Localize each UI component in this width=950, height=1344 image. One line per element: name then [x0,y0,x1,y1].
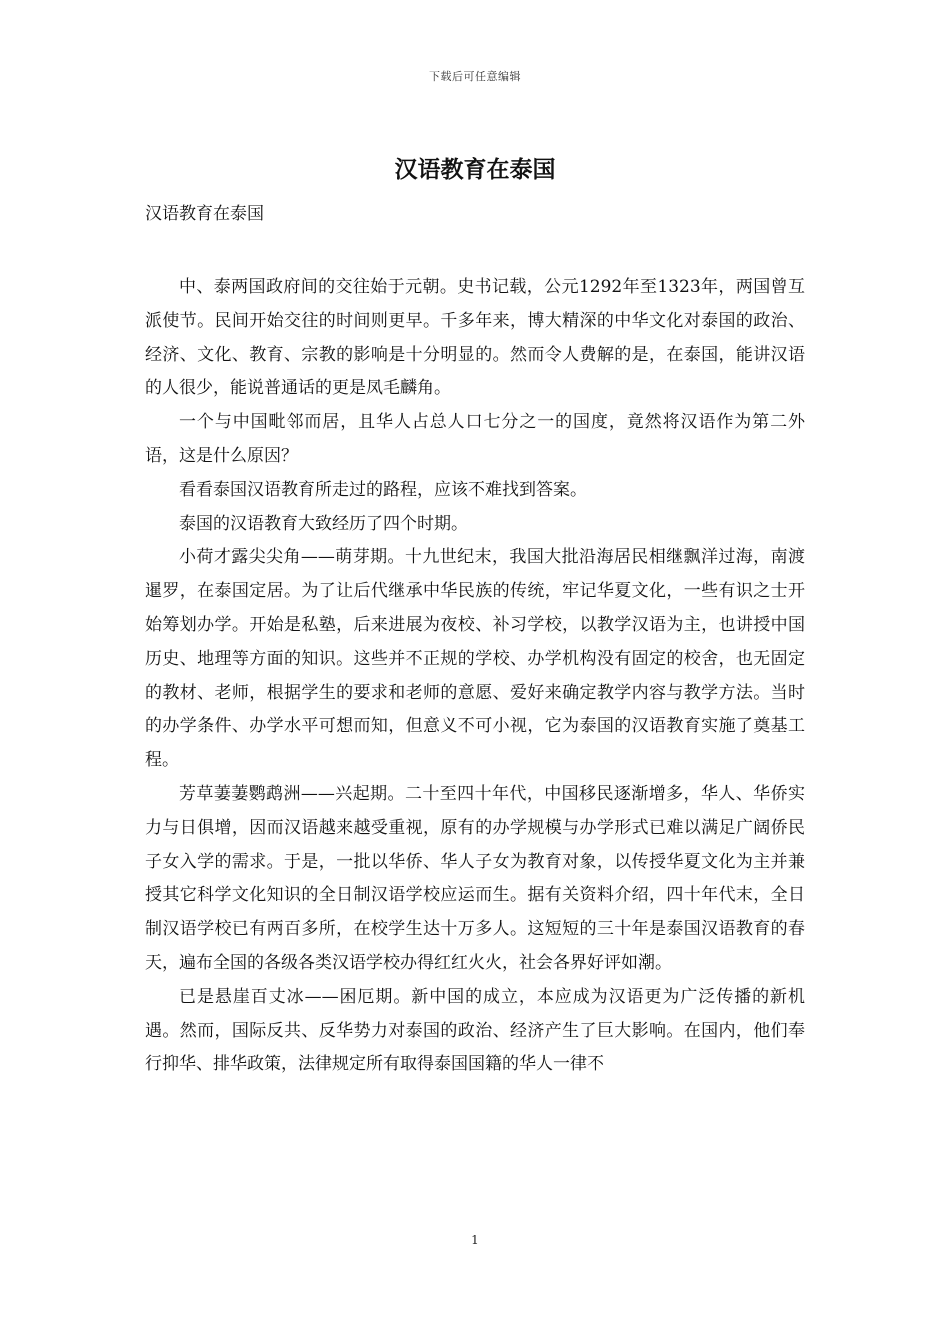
paragraph: 中、泰两国政府间的交往始于元朝。史书记载，公元1292年至1323年，两国曾互派使节。民间开始交往的时间则更早。千多年来，博大精深的中华文化对泰国的政治、经济、文化、教育、宗教的影响是十分明显的。然而令人费解的是，在泰国，能讲汉语的人很少，能说普通话的更是凤毛麟角。 [145,277,805,399]
body-text [145,271,805,1082]
paragraph: 一个与中国毗邻而居，且华人占总人口七分之一的国度，竟然将汉语作为第二外语，这是什么原因？ [145,412,805,466]
paragraph: 芳草萋萋鹦鹉洲——兴起期。二十至四十年代，中国移民逐渐增多，华人、华侨实力与日俱增，因而汉语越来越受重视，原有的办学规模与办学形式已难以满足广阔侨民子女入学的需求。于是，一批以华侨、华人子女为教育对象，以传授华夏文化为主并兼授其它科学文化知识的全日制汉语学校应运而生。据有关资料介绍，四十年代末，全日制汉语学校已有两百多所，在校学生达十万多人。这短短的三十年是泰国汉语教育的春天，遍布全国的各级各类汉语学校办得红红火火，社会各界好评如潮。 [145,783,805,973]
paragraph: 看看泰国汉语教育所走过的路程，应该不难找到答案。 [179,479,587,500]
page-number: 1 [471,1233,479,1247]
document-title: 汉语教育在泰国 [394,156,556,183]
paragraph: 已是悬崖百丈冰——困厄期。新中国的成立，本应成为汉语更为广泛传播的新机遇。然而，国际反共、反华势力对泰国的政治、经济产生了巨大影响。在国内，他们奉行抑华、排华政策，法律规定所有取得泰国国籍的华人一律不 [145,986,805,1075]
paragraph: 小荷才露尖尖角——萌芽期。十九世纪末，我国大批沿海居民相继飘洋过海，南渡暹罗，在泰国定居。为了让后代继承中华民族的传统，牢记华夏文化，一些有识之士开始筹划办学。开始是私塾，后来进展为夜校、补习学校，以教学汉语为主，也讲授中国历史、地理等方面的知识。这些并不正规的学校、办学机构没有固定的校舍，也无固定的教材、老师，根据学生的要求和老师的意愿、爱好来确定教学内容与教学方法。当时的办学条件、办学水平可想而知，但意义不可小视，它为泰国的汉语教育实施了奠基工程。 [145,547,805,771]
paragraph: 泰国的汉语教育大致经历了四个时期。 [179,513,468,534]
document-subtitle: 汉语教育在泰国 [145,204,264,224]
header-note: 下载后可任意编辑 [429,70,521,83]
